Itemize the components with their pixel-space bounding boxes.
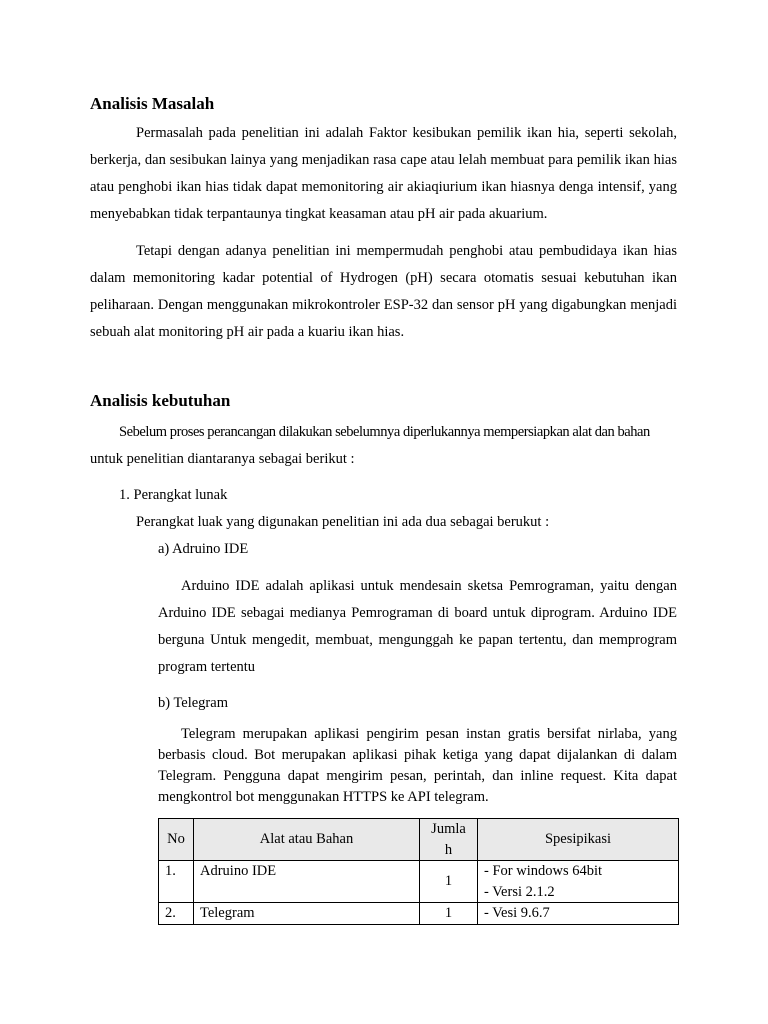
heading-analisis-kebutuhan: Analisis kebutuhan bbox=[90, 391, 231, 410]
paragraph-masalah-2 bbox=[90, 238, 677, 346]
paragraph-masalah-1-text: Permasalah pada penelitian ini adalah Faktor kesibukan pemilik ikan hia, seperti sekolah, berkerja, dan sesibukan lainya yang menjadikan rasa cape atau lelah membuat para pemilik ikan hias atau penghobi ikan hias tidak dapat memonitoring air akiaqiurium ikan hiasnya denga intensif, yang menyebabkan tidak terpantaunya tingkat keasaman atau pH air pada akuarium. bbox=[90, 125, 677, 222]
cell-spec bbox=[478, 861, 679, 903]
table-header-row bbox=[159, 819, 679, 861]
sub-item-b-text bbox=[158, 724, 677, 808]
paragraph-masalah-1 bbox=[90, 120, 677, 228]
table-row bbox=[159, 861, 679, 903]
list-item-perangkat-lunak-desc: Perangkat luak yang digunakan penelitian ini ada dua sebagai berukut : bbox=[136, 514, 550, 530]
header-qty bbox=[420, 819, 478, 861]
table-row bbox=[159, 903, 679, 925]
heading-analisis-masalah: Analisis Masalah bbox=[90, 94, 215, 113]
cell-item: Adruino IDE bbox=[194, 861, 420, 903]
header-qty-line2: h bbox=[444, 841, 453, 858]
cell-spec bbox=[478, 903, 679, 925]
sub-item-a-body: Arduino IDE adalah aplikasi untuk mendesain sketsa Pemrograman, yaitu dengan Arduino IDE sebagai medianya Pemrograman di board untuk diprogram. Arduino IDE berguna Untuk mengedit, membuat, mengunggah ke papan tertentu, dan memprogram program tertentu bbox=[158, 578, 677, 675]
intro-line-1: Sebelum proses perancangan dilakukan sebelumnya diperlukannya mempersiapkan alat dan bahan bbox=[119, 424, 650, 440]
spec-item: - Versi 2.1.2 bbox=[484, 883, 555, 900]
sub-item-a-text bbox=[158, 573, 677, 681]
header-no: No bbox=[159, 819, 194, 861]
list-item-perangkat-lunak: 1. Perangkat lunak bbox=[119, 487, 228, 503]
header-item: Alat atau Bahan bbox=[194, 819, 420, 861]
header-qty-line1: Jumla bbox=[431, 821, 466, 837]
cell-no: 2. bbox=[159, 903, 194, 925]
intro-line-2: untuk penelitian diantaranya sebagai berikut : bbox=[90, 451, 355, 467]
cell-item: Telegram bbox=[194, 903, 420, 925]
requirements-table bbox=[158, 818, 679, 925]
sub-item-b-label: b) Telegram bbox=[158, 695, 228, 711]
cell-qty: 1 bbox=[420, 861, 478, 903]
cell-no: 1. bbox=[159, 861, 194, 903]
paragraph-masalah-2-text: Tetapi dengan adanya penelitian ini mempermudah penghobi atau pembudidaya ikan hias dalam memonitoring kadar potential of Hydrogen (pH) secara otomatis sesuai kebutuhan ikan peliharaan. Dengan menggunakan mikrokontroler ESP-32 dan sensor pH yang digabungkan menjadi sebuah alat monitoring pH air pada a kuariu ikan hias. bbox=[90, 243, 677, 340]
spec-item: - Vesi 9.6.7 bbox=[484, 905, 550, 921]
sub-item-a-label: a) Adruino IDE bbox=[158, 541, 249, 557]
sub-item-b-body: Telegram merupakan aplikasi pengirim pesan instan gratis bersifat nirlaba, yang berbasis cloud. Bot merupakan aplikasi pihak ketiga yang dapat dijalankan di dalam Telegram. Pengguna dapat mengirim pesan, perintah, dan inline request. Kita dapat mengkontrol bot menggunakan HTTPS ke API telegram. bbox=[158, 726, 677, 805]
spec-item: - For windows 64bit bbox=[484, 863, 603, 879]
header-spec: Spesipikasi bbox=[478, 819, 679, 861]
cell-qty: 1 bbox=[420, 903, 478, 925]
